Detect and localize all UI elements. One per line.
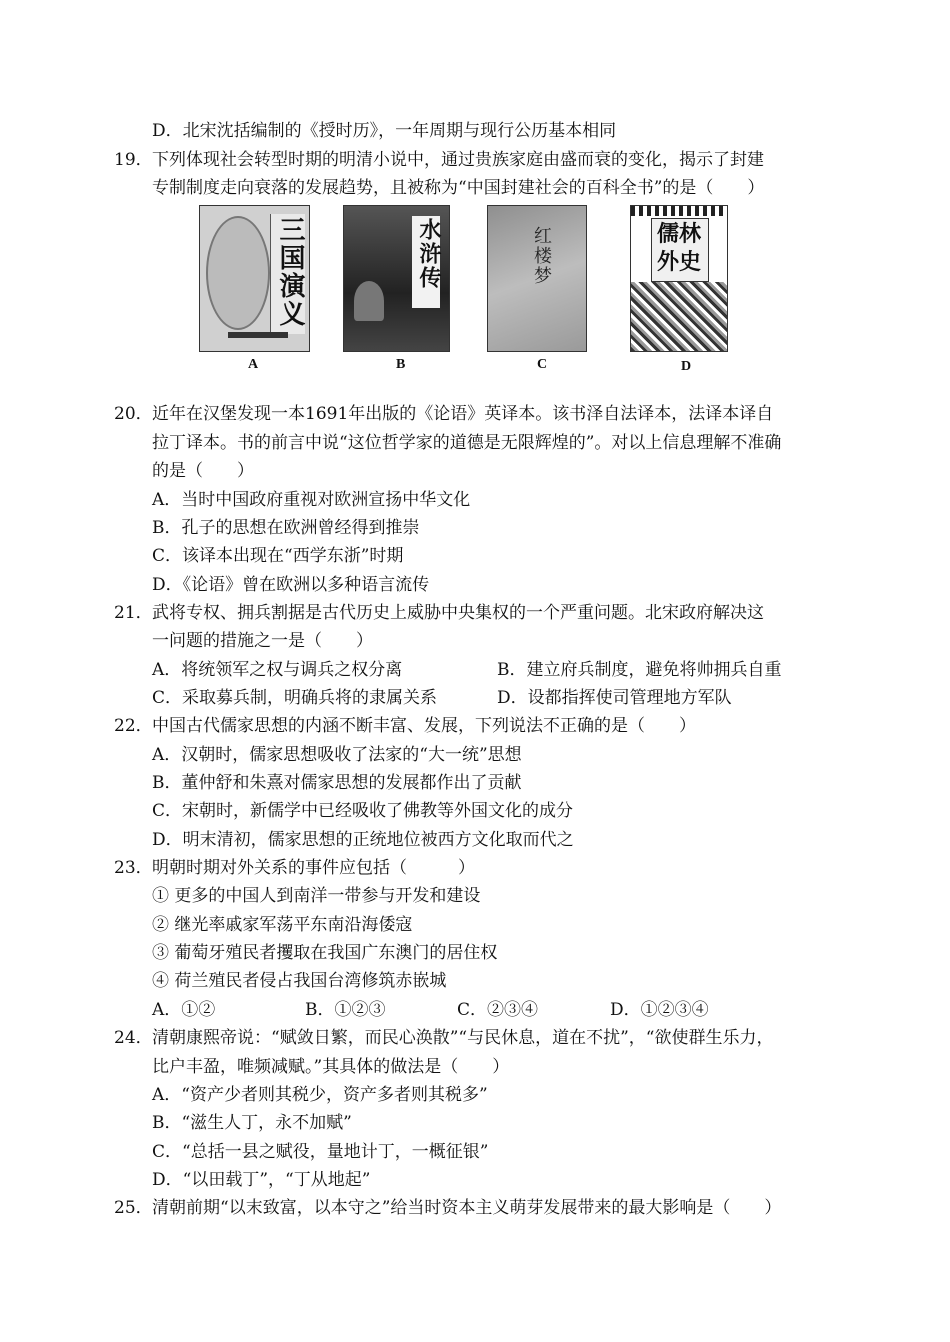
statement-2: ② 继光率戚家军荡平东南沿海倭寇 [152, 915, 413, 935]
statement-1: ① 更多的中国人到南洋一带参与开发和建设 [152, 886, 481, 906]
option-d: D．《论语》曾在欧洲以多种语言流传 [152, 575, 430, 595]
book-label-d: D [681, 359, 692, 374]
question-number: 21． [114, 603, 153, 623]
book-label-b: B [396, 357, 406, 372]
option-b: B．孔子的思想在欧洲曾经得到推崇 [152, 518, 420, 538]
option-d: D．“以田载丁”，“丁从地起” [152, 1170, 371, 1190]
question-number: 25． [114, 1198, 153, 1218]
option-a: A．①② [152, 1000, 216, 1020]
option-c: C．②③④ [457, 1000, 539, 1020]
option-d: D．设都指挥使司管理地方军队 [497, 688, 732, 708]
book-label-c: C [537, 357, 548, 372]
book-cover-sanguo: 三国演义 [199, 205, 310, 352]
option-a: A．将统领军之权与调兵之权分离 [152, 660, 403, 680]
book-cover-shuihu: 水浒传 [343, 205, 450, 352]
question-number: 22． [114, 716, 153, 736]
question-number: 20． [114, 404, 153, 424]
option-c: C．宋朝时，新儒学中已经吸收了佛教等外国文化的成分 [152, 801, 574, 821]
option-b: B．“滋生人丁，永不加赋” [152, 1113, 352, 1133]
option-d: D．①②③④ [610, 1000, 709, 1020]
option-c: C．“总括一县之赋役，量地计丁，一概征银” [152, 1142, 489, 1162]
option-a: A．“资产少者则其税少，资产多者则其税多” [152, 1085, 488, 1105]
statement-3: ③ 葡萄牙殖民者攫取在我国广东澳门的居住权 [152, 943, 498, 963]
option-b: B．建立府兵制度，避免将帅拥兵自重 [497, 660, 782, 680]
option-a: A．汉朝时，儒家思想吸收了法家的“大一统”思想 [152, 745, 522, 765]
option-c: C．采取募兵制，明确兵将的隶属关系 [152, 688, 438, 708]
option-c: C．该译本出现在“西学东浙”时期 [152, 546, 404, 566]
question-number: 19． [114, 150, 153, 170]
question-number: 23． [114, 858, 153, 878]
option-d: D．明末清初，儒家思想的正统地位被西方文化取而代之 [152, 830, 574, 850]
statement-4: ④ 荷兰殖民者侵占我国台湾修筑赤嵌城 [152, 971, 447, 991]
option-b: B．①②③ [305, 1000, 386, 1020]
option-b: B．董仲舒和朱熹对儒家思想的发展都作出了贡献 [152, 773, 522, 793]
book-label-a: A [248, 357, 259, 372]
question-text: 下列体现社会转型时期的明清小说中，通过贵族家庭由盛而衰的变化，揭示了封建 [152, 150, 764, 170]
book-cover-rulinwaishi: 儒林外史 [630, 205, 728, 352]
question-number: 24． [114, 1028, 153, 1048]
option-a: A．当时中国政府重视对欧洲宣扬中华文化 [152, 490, 471, 510]
question-text: 专制制度走向衰落的发展趋势，且被称为“中国封建社会的百科全书”的是（ ） [152, 178, 765, 198]
book-cover-hongloumeng: 红楼梦 [487, 205, 587, 352]
